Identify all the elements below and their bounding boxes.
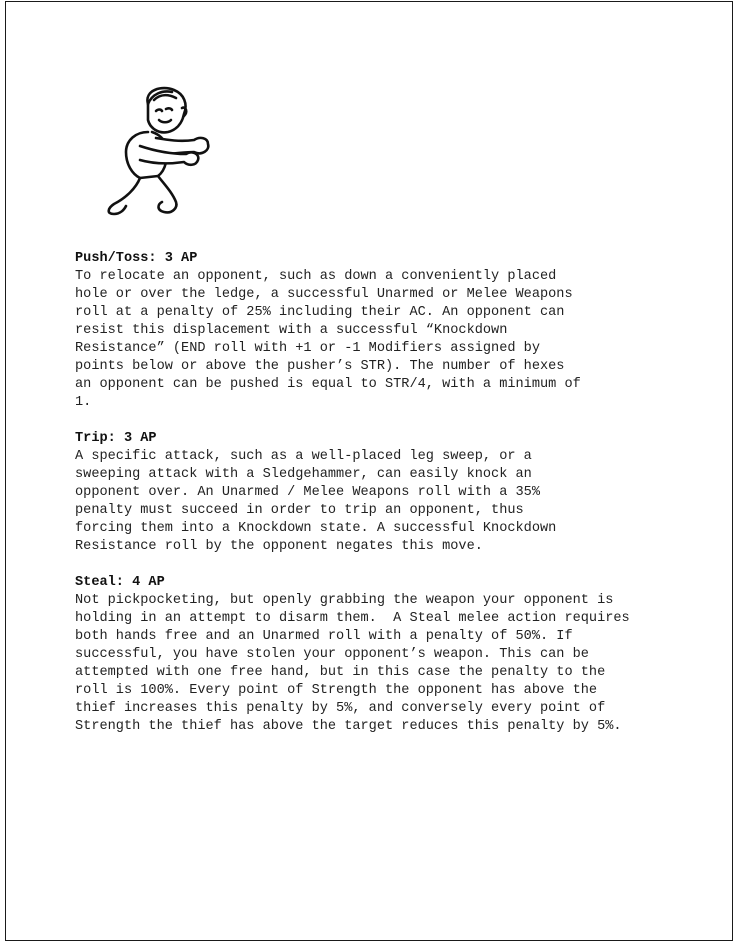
text-line: Resistance roll by the opponent negates this move. (75, 539, 483, 554)
text-line: sweeping attack with a Sledgehammer, can easily knock an (75, 467, 532, 482)
section-heading: Trip: 3 AP (75, 431, 157, 446)
vault-boy-pushing-icon (96, 84, 218, 216)
text-line: thief increases this penalty by 5%, and conversely every point of (75, 701, 606, 716)
text-line: forcing them into a Knockdown state. A successful Knockdown (75, 521, 557, 536)
section-steal (75, 574, 685, 736)
text-line: an opponent can be pushed is equal to STR/4, with a minimum of (75, 377, 581, 392)
text-line: A specific attack, such as a well-placed leg sweep, or a (75, 449, 532, 464)
text-line: penalty must succeed in order to trip an opponent, thus (75, 503, 524, 518)
section-heading: Steal: 4 AP (75, 575, 165, 590)
text-line: hole or over the ledge, a successful Unarmed or Melee Weapons (75, 287, 573, 302)
text-line: To relocate an opponent, such as down a conveniently placed (75, 269, 557, 284)
text-line: roll at a penalty of 25% including their AC. An opponent can (75, 305, 565, 320)
document-body (75, 250, 685, 754)
text-line: 1. (75, 395, 92, 410)
section-push-toss (75, 250, 685, 412)
document-page (5, 1, 733, 941)
text-line: roll is 100%. Every point of Strength the opponent has above the (75, 683, 598, 698)
text-line: attempted with one free hand, but in this case the penalty to the (75, 665, 606, 680)
text-line: successful, you have stolen your opponent’s weapon. This can be (75, 647, 589, 662)
text-line: Strength the thief has above the target reduces this penalty by 5%. (75, 719, 622, 734)
text-line: resist this displacement with a successful “Knockdown (75, 323, 508, 338)
section-trip (75, 430, 685, 556)
text-line: both hands free and an Unarmed roll with a penalty of 50%. If (75, 629, 573, 644)
text-line: points below or above the pusher’s STR). The number of hexes (75, 359, 565, 374)
section-heading: Push/Toss: 3 AP (75, 251, 198, 266)
text-line: Not pickpocketing, but openly grabbing the weapon your opponent is (75, 593, 614, 608)
text-line: holding in an attempt to disarm them. A Steal melee action requires (75, 611, 630, 626)
text-line: opponent over. An Unarmed / Melee Weapons roll with a 35% (75, 485, 540, 500)
text-line: Resistance” (END roll with +1 or -1 Modifiers assigned by (75, 341, 540, 356)
